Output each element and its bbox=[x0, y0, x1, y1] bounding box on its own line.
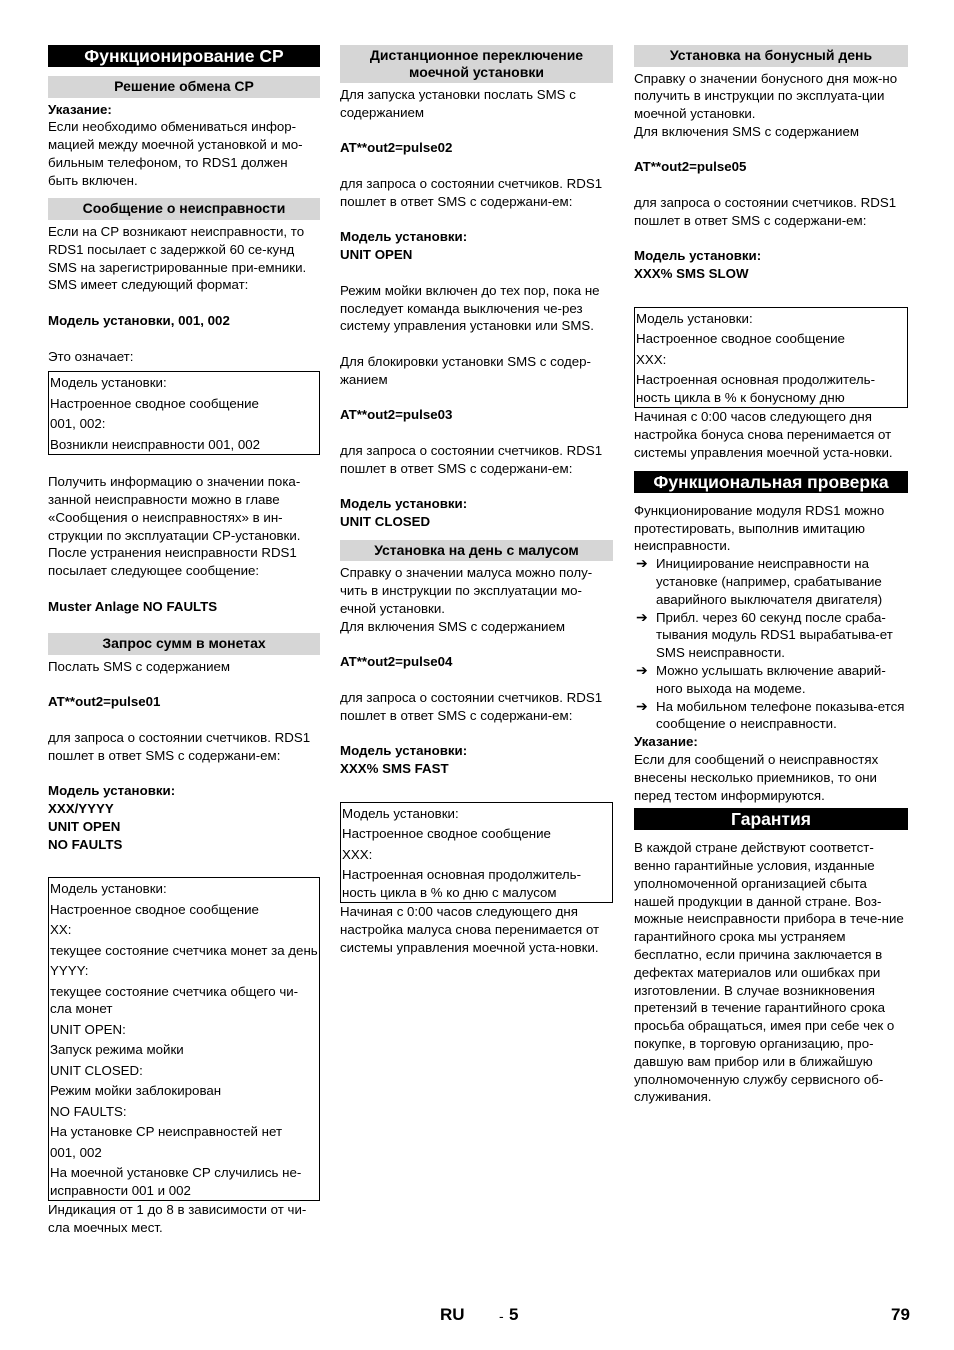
footer-separator: - bbox=[499, 1308, 504, 1324]
paragraph: Если необходимо обмениваться инфор-мацией между моечной установкой и мо-бильным телефоном, то RDS1 должен быть включен. bbox=[48, 119, 303, 188]
table-row: Модель установки: bbox=[342, 805, 459, 821]
paragraph: Индикация от 1 до 8 в зависимости от чи-сла моечных мест. bbox=[48, 1202, 307, 1236]
paragraph: Если на CP возникают неисправности, то RDS1 посылает с задержкой 60 се-кунд SMS на зарегистрированные при-емники. bbox=[48, 223, 307, 275]
paragraph: В каждой стране действуют соответст-венно гарантийные условия, изданные уполномоченной организацией сбыта нашей продукции в данной стране. Воз-можные неисправности прибора в тече-ние гарантийного срока мы устраняем бесплатно, если причина заключается в дефектах материалов или ошибках при изготовлении. В случае возникновения претензий в течение гарантийного срока просьба обращаться, имея при себе чек о покупке, в торговую организацию, про-давшую вам прибор или в ближайшую уполномоченную службу сервисного об-служивания. bbox=[634, 840, 904, 1105]
paragraph: SMS имеет следующий формат: bbox=[48, 277, 249, 293]
subsection-heading: Установка на день с малусом bbox=[340, 540, 613, 562]
table-row: текущее состояние счетчика монет за день bbox=[50, 942, 318, 958]
sms-response-line: UNIT OPEN bbox=[340, 247, 413, 263]
table-row: XX: bbox=[50, 922, 72, 938]
column-2 bbox=[340, 45, 613, 957]
footer-language: RU bbox=[440, 1305, 465, 1324]
page-number: 79 bbox=[891, 1305, 910, 1324]
column-1 bbox=[48, 45, 320, 1237]
table-row: Возникли неисправности 001, 002 bbox=[50, 436, 261, 452]
sms-response-line: XXX% SMS SLOW bbox=[634, 266, 749, 282]
list-item: ➔ Инициирование неисправности на установке (например, срабатывание аварийного выключателя двигателя) bbox=[636, 555, 883, 607]
sms-code: AT**out2=pulse04 bbox=[340, 654, 453, 670]
subsection-heading: Решение обмена CP bbox=[48, 76, 320, 98]
table-row: 001, 002 bbox=[50, 1144, 102, 1160]
sms-response-line: XXX/YYYY bbox=[48, 801, 114, 817]
sms-code: AT**out2=pulse03 bbox=[340, 407, 453, 423]
column-3 bbox=[634, 45, 908, 1106]
paragraph: Для запуска установки послать SMS с содержанием bbox=[340, 87, 576, 120]
table-row: UNIT OPEN: bbox=[50, 1021, 126, 1037]
paragraph: для запроса о состоянии счетчиков. RDS1 пошлет в ответ SMS с содержани-ем: bbox=[340, 175, 603, 209]
sms-response-line: UNIT OPEN bbox=[48, 819, 121, 834]
sms-code: Muster Anlage NO FAULTS bbox=[48, 598, 218, 614]
definition-table bbox=[634, 307, 908, 409]
paragraph: Функционирование модуля RDS1 можно протестировать, выполнив имитацию неисправности. bbox=[634, 502, 885, 554]
table-row: YYYY: bbox=[50, 963, 89, 979]
table-row: Модель установки: bbox=[50, 881, 167, 897]
sms-response-line: Модель установки: bbox=[340, 743, 468, 759]
subsection-heading: Установка на бонусный день bbox=[634, 45, 908, 67]
paragraph: Для блокировки установки SMS с содер-жанием bbox=[340, 353, 591, 387]
paragraph: Режим мойки включен до тех пор, пока не последует команда выключения че-рез систему управления установки или SMS. bbox=[340, 282, 600, 334]
list-item: ➔ Можно услышать включение аварий-ного выхода на модеме. bbox=[636, 661, 886, 696]
paragraph: Это означает: bbox=[48, 348, 134, 364]
table-row: текущее состояние счетчика общего чи-сла монет bbox=[50, 983, 299, 1017]
sms-response-line: NO FAULTS bbox=[48, 836, 123, 852]
paragraph: для запроса о состоянии счетчиков. RDS1 пошлет в ответ SMS с содержани-ем: bbox=[340, 690, 603, 723]
paragraph: Справку о значении бонусного дня мож-но получить в инструкции по эксплуата-ции моечной установки. bbox=[634, 70, 898, 122]
sms-code: AT**out2=pulse01 bbox=[48, 694, 161, 710]
paragraph: для запроса о состоянии счетчиков. RDS1 пошлет в ответ SMS с содержани-ем: bbox=[634, 195, 897, 228]
paragraph: Послать SMS с содержанием bbox=[48, 658, 231, 674]
list-item: ➔ Прибл. через 60 секунд после сраба-тывания модуль RDS1 вырабатыва-ет SMS неисправности. bbox=[636, 608, 893, 661]
paragraph: для запроса о состоянии счетчиков. RDS1 пошлет в ответ SMS с содержани-ем: bbox=[340, 442, 603, 476]
definition-table bbox=[48, 877, 320, 1201]
sms-response-line: Модель установки: bbox=[634, 248, 762, 264]
paragraph: Получить информацию о значении пока-занной неисправности можно в главе «Сообщения о неисправностях» в ин-струкции по эксплуатации CP-установки. После устранения неисправности RDS1 посылает следующее сообщение: bbox=[48, 474, 301, 579]
table-row: Настроенное сводное сообщение bbox=[50, 395, 259, 411]
note-label: Указание: bbox=[634, 734, 698, 750]
arrow-right-icon: ➔ bbox=[636, 697, 648, 714]
definition-table bbox=[340, 802, 613, 904]
section-title-cp-operation: Функционирование CP bbox=[48, 45, 320, 67]
sms-response-line: Модель установки: bbox=[340, 496, 468, 512]
paragraph: Для включения SMS с содержанием bbox=[340, 618, 566, 634]
table-row: XXX: bbox=[636, 351, 667, 367]
table-row: XXX: bbox=[342, 846, 373, 862]
sms-code: AT**out2=pulse02 bbox=[340, 140, 453, 156]
table-row: Настроенное сводное сообщение bbox=[50, 901, 259, 917]
subsection-heading: Запрос сумм в монетах bbox=[48, 633, 320, 655]
paragraph: для запроса о состоянии счетчиков. RDS1 пошлет в ответ SMS с содержани-ем: bbox=[48, 730, 311, 763]
arrow-right-icon: ➔ bbox=[636, 555, 648, 572]
sms-code: AT**out2=pulse05 bbox=[634, 159, 747, 175]
sms-response-line: Модель установки: bbox=[48, 783, 176, 799]
table-row: На моечной установке CP случились не-исправности 001 и 002 bbox=[50, 1165, 302, 1198]
sms-response-line: XXX% SMS FAST bbox=[340, 761, 449, 777]
table-row: Настроенная основная продолжитель-ность цикла в % ко дню с малусом bbox=[342, 867, 582, 900]
paragraph: Для включения SMS с содержанием bbox=[634, 123, 860, 139]
arrow-right-icon: ➔ bbox=[636, 608, 648, 625]
table-row: Настроенная основная продолжитель-ность цикла в % к бонусному дню bbox=[636, 372, 876, 405]
table-row: Режим мойки заблокирован bbox=[50, 1083, 222, 1099]
table-row: 001, 002: bbox=[50, 416, 106, 432]
section-title-warranty: Гарантия bbox=[634, 808, 908, 830]
footer-section-number: 5 bbox=[509, 1305, 519, 1324]
definition-table bbox=[48, 371, 320, 455]
sms-code: Модель установки, 001, 002 bbox=[48, 312, 230, 328]
table-row: Настроенное сводное сообщение bbox=[342, 826, 551, 842]
table-row: Модель установки: bbox=[50, 375, 167, 391]
subsection-heading: Сообщение о неисправности bbox=[48, 198, 320, 220]
sms-response-line: Модель установки: bbox=[340, 229, 468, 245]
table-row: NO FAULTS: bbox=[50, 1103, 127, 1119]
table-row: Настроенное сводное сообщение bbox=[636, 331, 845, 347]
paragraph: Начиная с 0:00 часов следующего дня настройка малуса снова перенимается от системы управления моечной уста-новки. bbox=[340, 904, 600, 955]
arrow-right-icon: ➔ bbox=[636, 661, 648, 678]
paragraph: Справку о значении малуса можно полу-чить в инструкции по эксплуатации мо-ечной установки. bbox=[340, 565, 593, 617]
paragraph: Если для сообщений о неисправностях внесены несколько приемников, то они перед тестом информируются. bbox=[634, 751, 879, 803]
table-row: На установке CP неисправностей нет bbox=[50, 1124, 283, 1140]
table-row: UNIT CLOSED: bbox=[50, 1062, 143, 1078]
section-title-function-check: Функциональная проверка bbox=[634, 471, 908, 493]
list-item: ➔ На мобильном телефоне показыва-ется сообщение о неисправности. bbox=[636, 697, 905, 732]
table-row: Запуск режима мойки bbox=[50, 1042, 184, 1058]
sms-response-line: UNIT CLOSED bbox=[340, 514, 431, 530]
subsection-heading: Дистанционное переключение моечной установки bbox=[340, 45, 613, 83]
paragraph: Начиная с 0:00 часов следующего дня настройка бонуса снова перенимается от системы управления моечной уста-новки. bbox=[634, 409, 893, 460]
note-label: Указание: bbox=[48, 101, 112, 117]
step-list bbox=[634, 555, 908, 733]
table-row: Модель установки: bbox=[636, 310, 753, 326]
